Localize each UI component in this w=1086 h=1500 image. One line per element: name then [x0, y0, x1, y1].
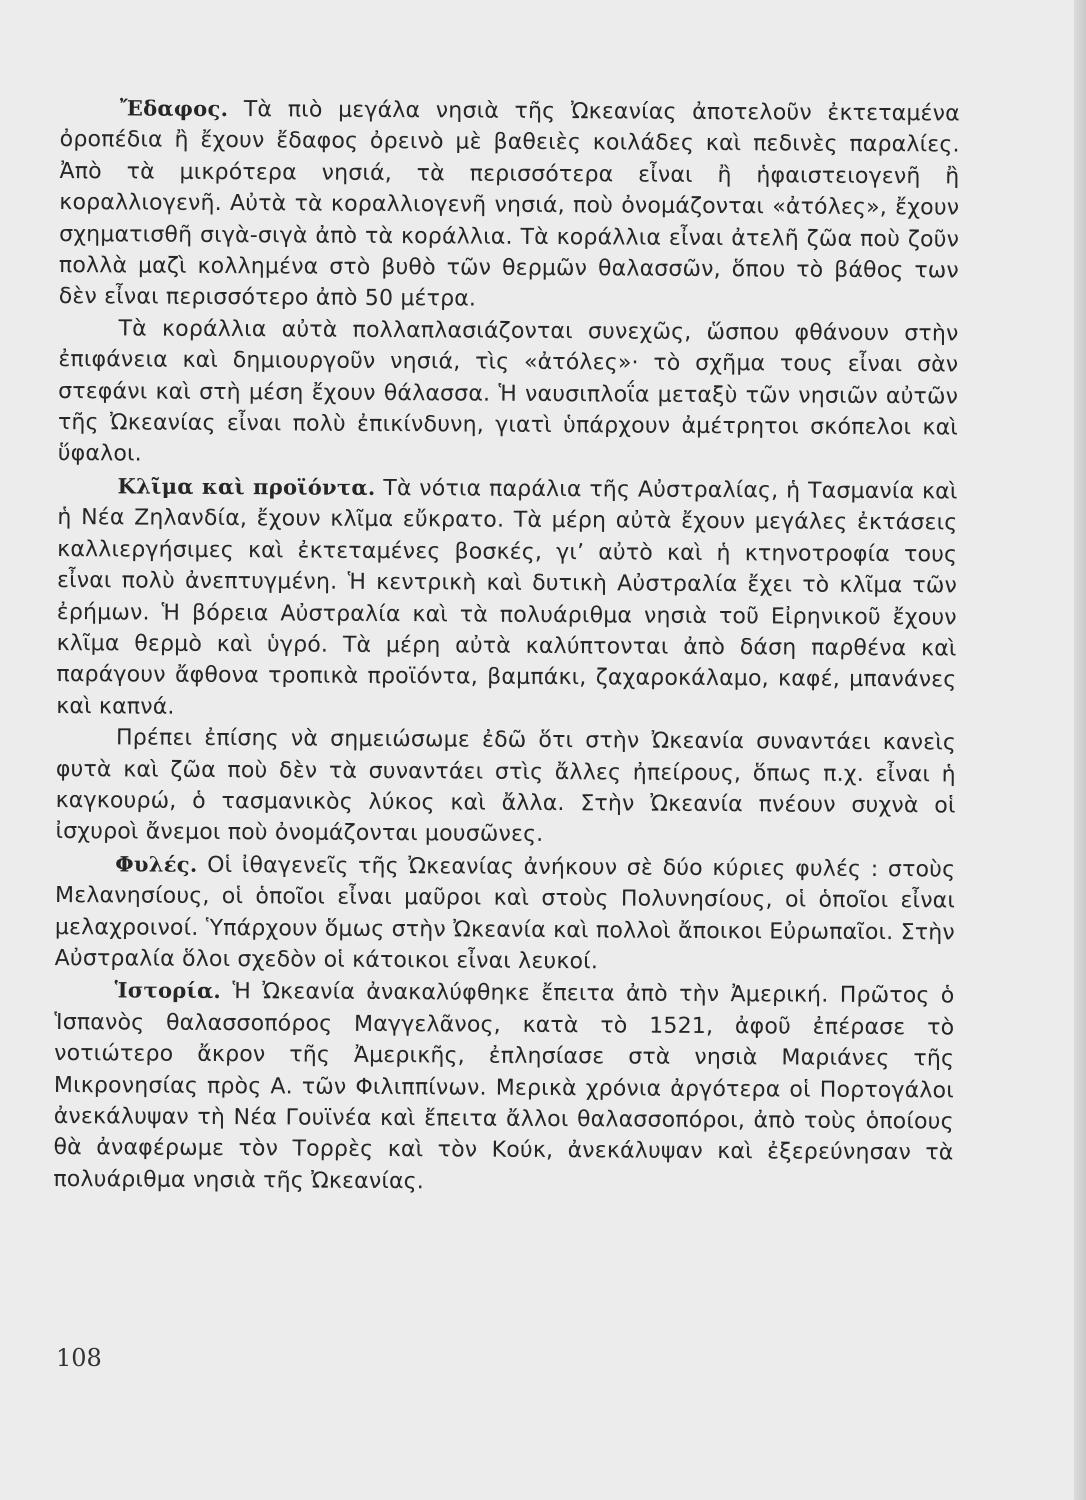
paragraph-text: Ἡ Ὠκεανία ἀνακαλύφθηκε ἔπειτα ἀπὸ τὴν Ἀμερική. Πρῶτος ὁ Ἱσπανὸς θαλασσοπόρος Μαγγελᾶνος, κατὰ τὸ 1521, ἀφοῦ ἐπέρασε τὸ νοτιώτερο ἄκρον τῆς Ἀμερικῆς, ἐπλησίασε στὰ νησιὰ Μαριάνες τῆς Μικρονησίας πρὸς Α. τῶν Φιλιππίνων. Μερικὰ χρόνια ἀργότερα οἱ Πορτογάλοι ἀνεκάλυψαν τὴ Νέα Γουϊνέα καὶ ἔπειτα ἄλλοι θαλασσοπόροι, ἀπὸ τοὺς ὁποίους θὰ ἀναφέρωμε τὸν Τορρὲς καὶ τὸν Κούκ, ἀνεκάλυψαν καὶ ἐξερεύνησαν τὰ πολυάριθμα νησιὰ τῆς Ὠκεανίας. [53, 979, 955, 1195]
section-heading-fyles: Φυλές. [115, 851, 198, 877]
page-edge-shadow [1074, 0, 1086, 1500]
paragraph-text: Τὰ νότια παράλια τῆς Αὐστραλίας, ἡ Τασμανία καὶ ἡ Νέα Ζηλανδία, ἔχουν κλῖμα εὔκρατο. Τὰ μέρη αὐτὰ ἔχουν μεγάλες ἐκτάσεις καλλιεργήσιμες καὶ ἐκτεταμένες βοσκές, γι’ αὐτὸ καὶ ἡ κτηνοτροφία τους εἶναι πολὺ ἀνεπτυγμένη. Ἡ κεντρικὴ καὶ δυτικὴ Αὐστραλία ἔχει τὸ κλῖμα τῶν ἐρήμων. Ἡ βόρεια Αὐστραλία καὶ τὰ πολυάριθμα νησιὰ τοῦ Εἰρηνικοῦ ἔχουν κλῖμα θερμὸ καὶ ὑγρό. Τὰ μέρη αὐτὰ καλύπτονται ἀπὸ δάση παρθένα καὶ παράγουν ἄφθονα τροπικὰ προϊόντα, βαμπάκι, ζαχαροκάλαμο, καφέ, μπανάνες καὶ καπνά. [56, 475, 958, 720]
paragraph-text: Οἱ ἰθαγενεῖς τῆς Ὠκεανίας ἀνήκουν σὲ δύο κύριες φυλές : στοὺς Μελανησίους, οἱ ὁποῖοι εἶναι μαῦροι καὶ στοὺς Πολυνησίους, οἱ ὁποῖοι εἶναι μελαχροινοί. Ὑπάρχουν ὅμως στὴν Ὠκεανία καὶ πολλοὶ ἄποικοι Εὐρωπαῖοι. Στὴν Αὐστραλία ὅλοι σχεδὸν οἱ κάτοικοι εἶναι λευκοί. [54, 852, 956, 975]
section-heading-edafos: Ἔδαφος. [119, 95, 229, 122]
paragraph-fyles [55, 848, 956, 980]
paragraph-fyta [55, 722, 956, 853]
paragraph-klima [56, 470, 958, 728]
section-heading-klima: Κλῖμα καὶ προϊόντα. [117, 473, 376, 500]
page-text-block [53, 92, 960, 1201]
paragraph-koralia [58, 313, 959, 476]
paragraph-text: Τὰ κοράλλια αὐτὰ πολλαπλασιάζονται συνεχῶς, ὥσπου φθάνουν στὴν ἐπιφάνεια καὶ δημιουργοῦν νησιά, τὶς «ἀτόλες»· τὸ σχῆμα τους εἶναι σὰν στεφάνι καὶ στὴ μέση ἔχουν θάλασσα. Ἡ ναυσιπλοΐα μεταξὺ τῶν νησιῶν αὐτῶν τῆς Ὠκεανίας εἶναι πολὺ ἐπικίνδυνη, γιατὶ ὑπάρχουν ἀμέτρητοι σκόπελοι καὶ ὕφαλοι. [57, 316, 959, 467]
paragraph-edafos [59, 92, 960, 318]
page-number: 108 [56, 1344, 102, 1372]
paragraph-istoria [53, 974, 954, 1200]
paragraph-text: Πρέπει ἐπίσης νὰ σημειώσωμε ἐδῶ ὅτι στὴν Ὠκεανία συναντάει κανεὶς φυτὰ καὶ ζῶα ποὺ δὲν τὰ συναντάει στὶς ἄλλες ἠπείρους, ὅπως π.χ. εἶναι ἡ καγκουρώ, ὁ τασμανικὸς λύκος καὶ ἄλλα. Στὴν Ὠκεανία πνέουν συχνὰ οἱ ἰσχυροὶ ἄνεμοι ποὺ ὀνομάζονται μουσῶνες. [55, 725, 957, 848]
paragraph-text: Τὰ πιὸ μεγάλα νησιὰ τῆς Ὠκεανίας ἀποτελοῦν ἐκτεταμένα ὀροπέδια ἢ ἔχουν ἔδαφος ὀρεινὸ μὲ βαθειὲς κοιλάδες καὶ πεδινὲς παραλίες. Ἀπὸ τὰ μικρότερα νησιά, τὰ περισσότερα εἶναι ἢ ἡφαιστειογενῆ ἢ κοραλλιογενῆ. Αὐτὰ τὰ κοραλλιογενῆ νησιά, ποὺ ὀνομάζονται «ἀτόλες», ἔχουν σχηματισθῆ σιγὰ-σιγὰ ἀπὸ τὰ κοράλλια. Τὰ κοράλλια εἶναι ἀτελῆ ζῶα ποὺ ζοῦν πολλὰ μαζὶ κολλημένα στὸ βυθὸ τῶν θερμῶν θαλασσῶν, ὅπου τὸ βάθος των δὲν εἶναι περισσότερο ἀπὸ 50 μέτρα. [58, 97, 960, 312]
section-heading-istoria: Ἱστορία. [114, 977, 222, 1004]
